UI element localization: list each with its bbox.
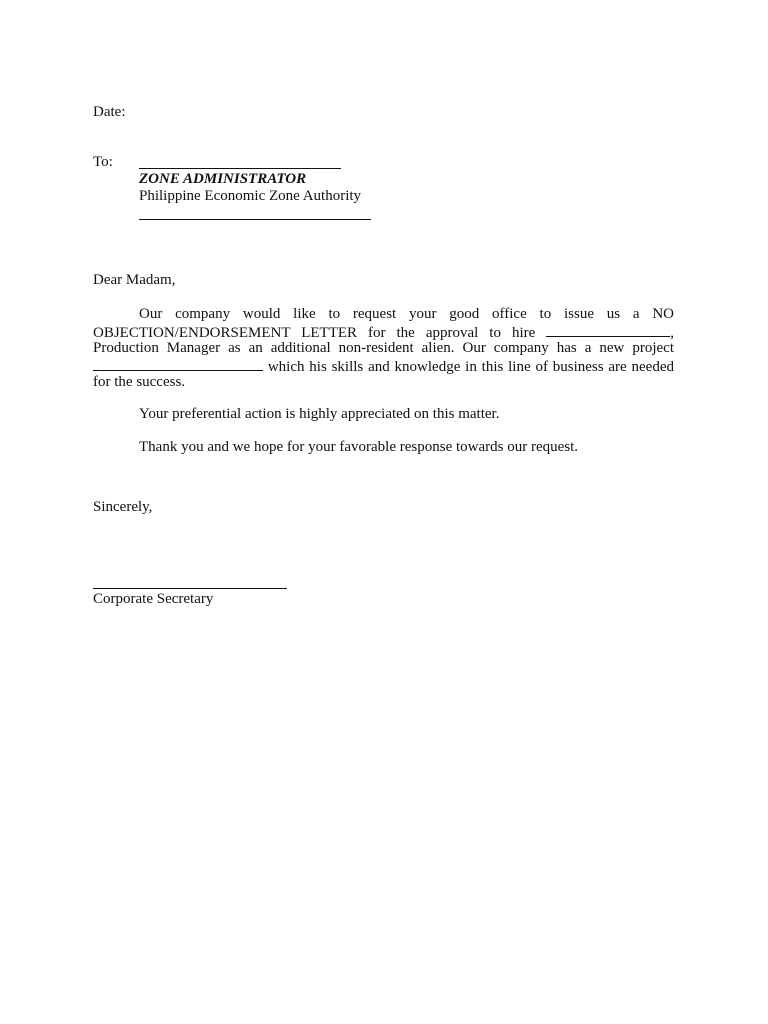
closing: Sincerely, [93,499,153,515]
body-line: for the success. [93,374,186,390]
body-paragraph [93,306,674,391]
salutation: Dear Madam, [93,272,176,288]
recipient-address-blank [139,219,371,220]
signature-blank [93,588,287,589]
recipient-organization: Philippine Economic Zone Authority [139,188,362,204]
body-line: which his skills and knowledge in this line of business are needed [93,357,674,374]
project-name-blank [93,357,263,371]
body-line: OBJECTION/ENDORSEMENT LETTER for the approval to hire , [93,325,675,341]
body-line: Our company would like to request your good office to issue us a NO [139,306,674,322]
paragraph-thanks: Thank you and we hope for your favorable response towards our request. [139,439,579,455]
signatory-title: Corporate Secretary [93,591,214,607]
body-line: Production Manager as an additional non-resident alien. Our company has a new project [93,340,674,356]
paragraph-appreciation: Your preferential action is highly appreciated on this matter. [139,406,500,422]
hire-name-blank [546,323,670,337]
date-label: Date: [93,104,126,120]
recipient-name-blank [139,168,341,169]
to-label: To: [93,154,113,170]
recipient-title: ZONE ADMINISTRATOR [139,171,307,187]
